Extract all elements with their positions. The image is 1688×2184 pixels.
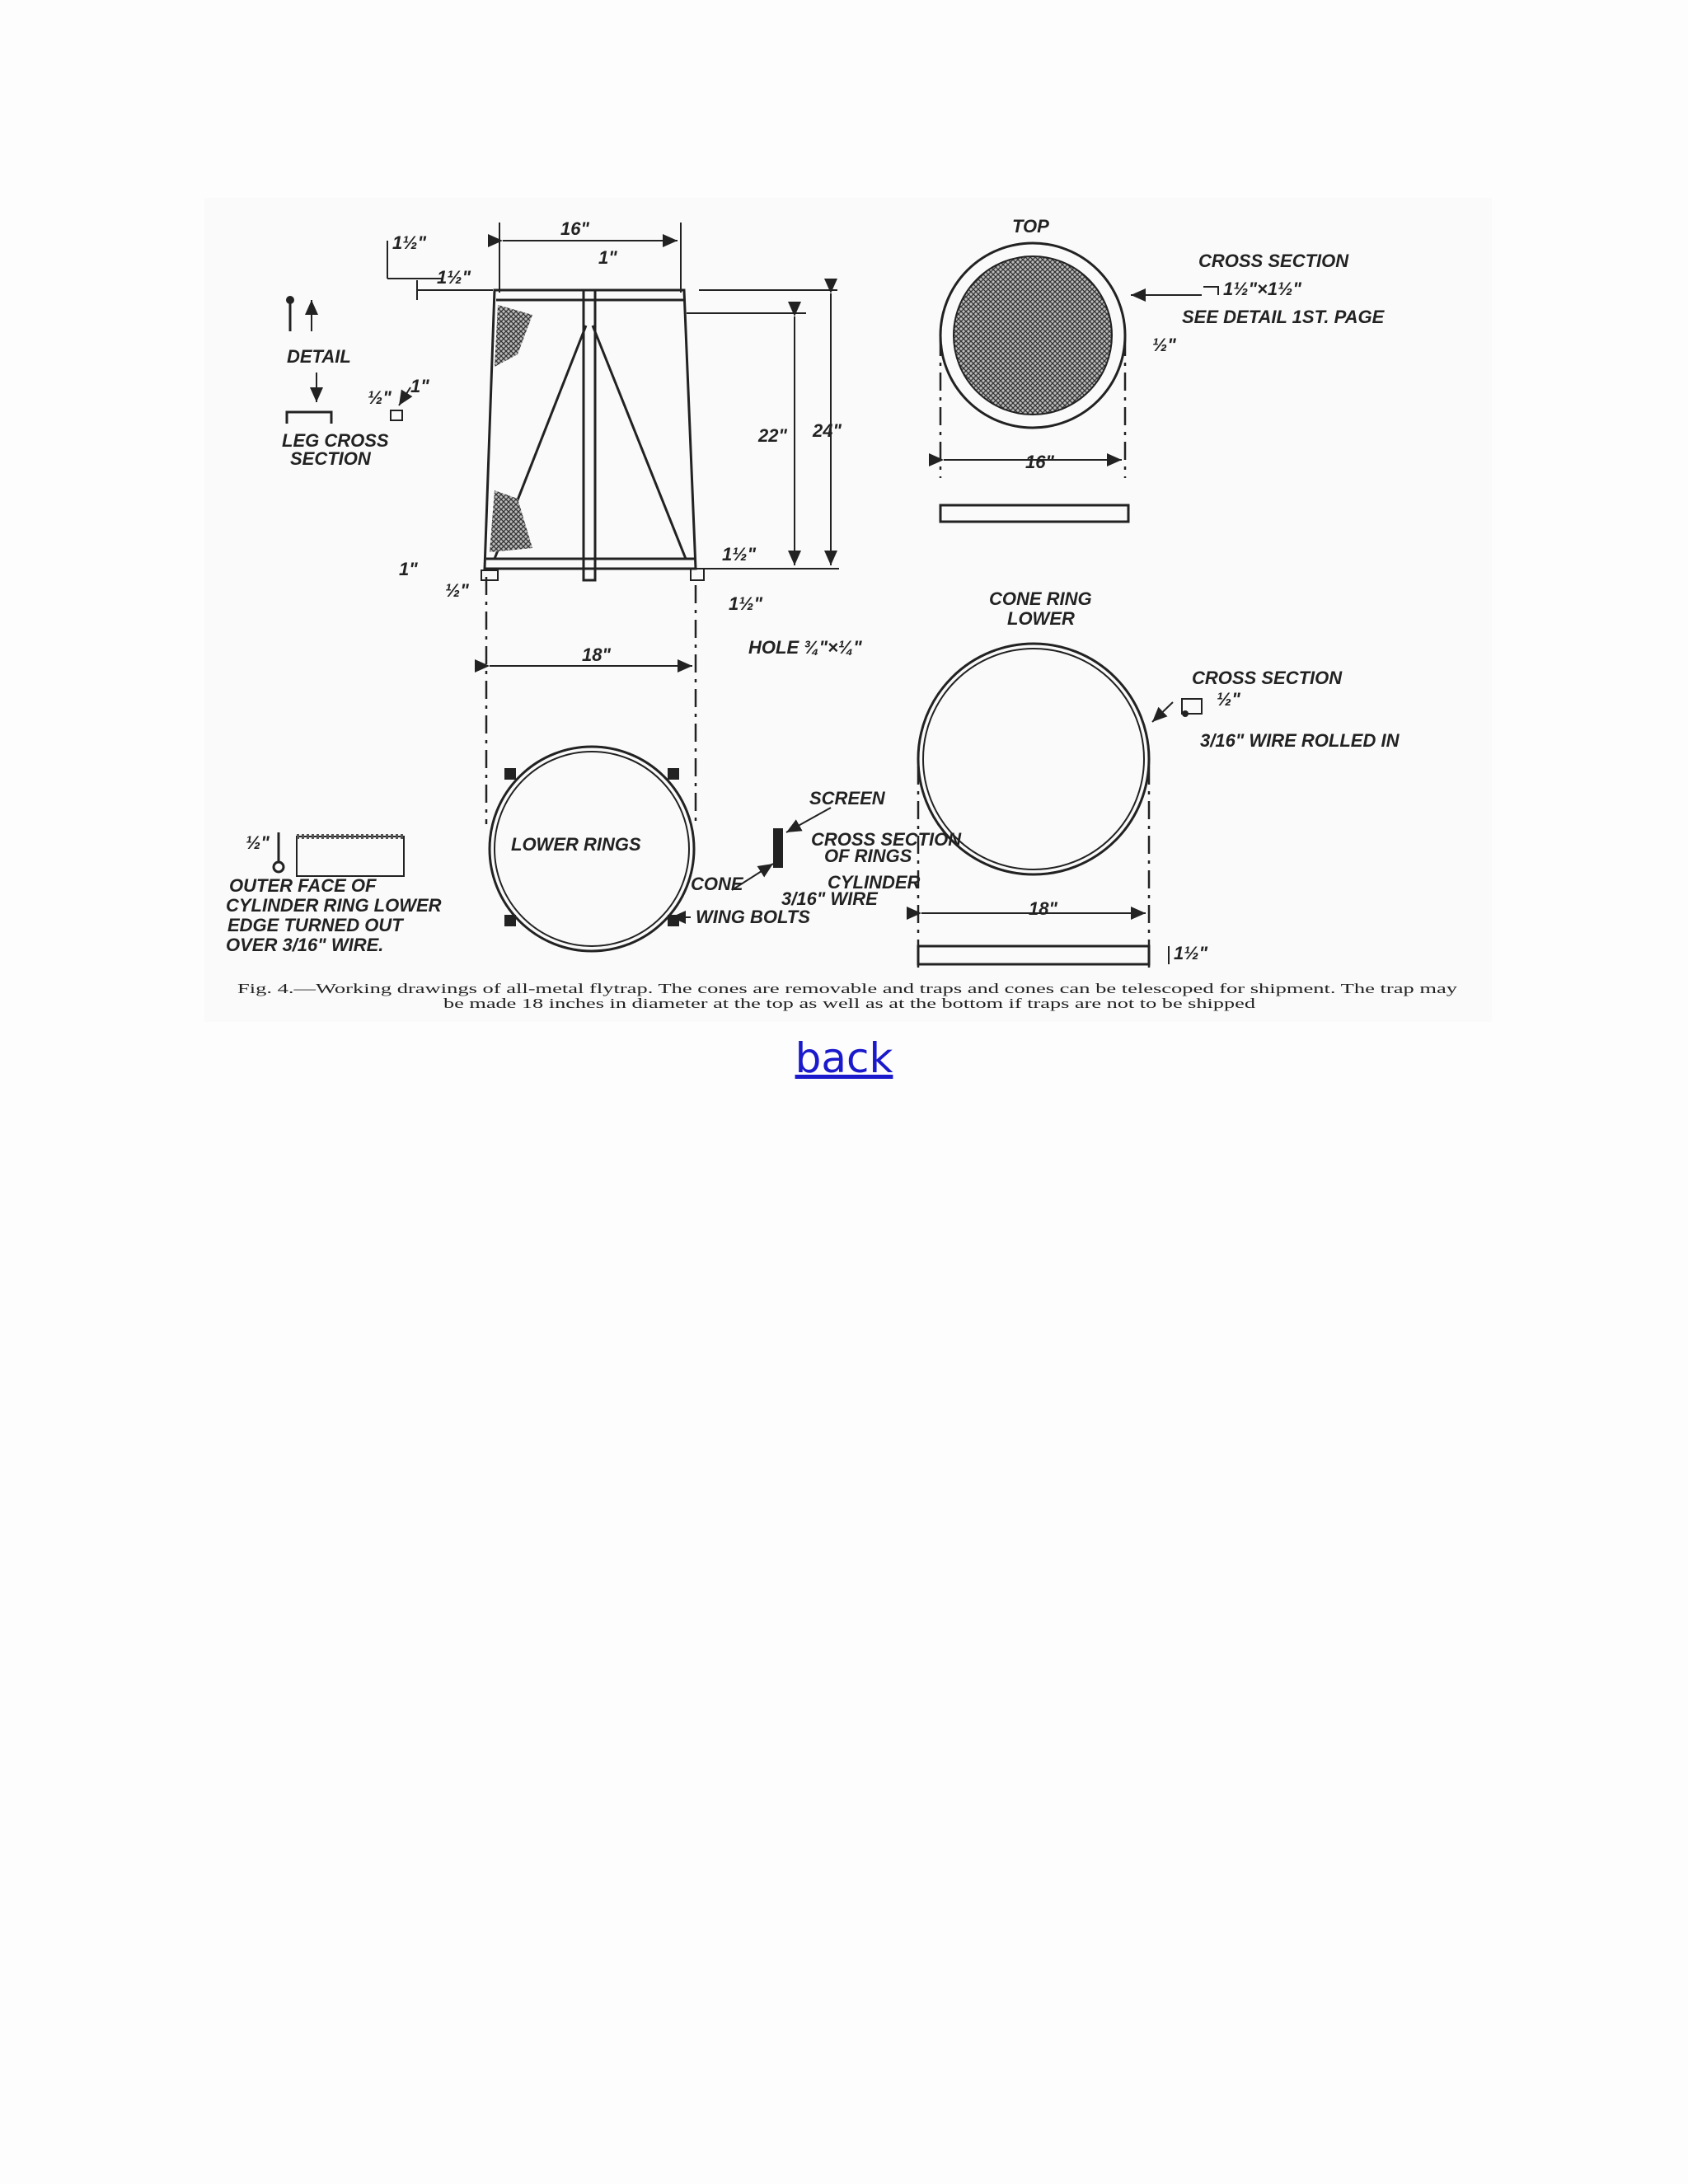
cone-ring-view (918, 644, 1202, 972)
label-half-bottom: ½" (445, 580, 469, 601)
top-view (940, 243, 1218, 522)
label-lower-rings: LOWER RINGS (511, 834, 641, 855)
label-16-top: 16" (560, 218, 589, 239)
label-24: 24" (813, 420, 842, 441)
label-1half-b: 1½" (437, 267, 471, 288)
label-18-left: 18" (582, 644, 611, 665)
flytrap-working-drawing (204, 198, 1492, 1022)
label-16-right: 16" (1025, 452, 1054, 472)
label-cross-section-top-dim: 1½"×1½" (1223, 279, 1301, 299)
back-link[interactable]: back (795, 1034, 893, 1082)
label-cone: CONE (691, 874, 743, 894)
caption-line-1: Fig. 4.—Working drawings of all-metal flytrap. The cones are removable and traps and cones can be telescoped for shipment. The trap may (237, 981, 1458, 996)
label-1-bottom: 1" (399, 559, 418, 579)
label-detail: DETAIL (287, 346, 351, 367)
label-see-detail: SEE DETAIL 1ST. PAGE (1182, 307, 1385, 327)
label-cross-section-rings: CROSS SECTION (811, 829, 962, 850)
label-half-cone: ½" (1217, 689, 1240, 710)
label-half-outer: ½" (246, 832, 270, 853)
label-outer-face-4: OVER 3/16" WIRE. (226, 935, 384, 955)
label-cone-ring: CONE RING (989, 588, 1092, 609)
label-1half-leg: 1½" (729, 593, 763, 614)
label-1half-right: 1½" (1174, 943, 1208, 963)
label-1-top: 1" (598, 247, 617, 268)
label-wire-316: 3/16" WIRE (781, 888, 878, 909)
label-leg-section: SECTION (290, 448, 371, 469)
trap-elevation (286, 223, 839, 824)
label-leg-cross: LEG CROSS (282, 430, 389, 451)
label-1half-a: 1½" (392, 232, 427, 253)
label-top: TOP (1012, 216, 1049, 237)
label-wire-rolled: 3/16" WIRE ROLLED IN (1200, 730, 1400, 751)
label-half-top: ½" (1152, 335, 1176, 355)
label-hole: HOLE ¾"×¼" (748, 637, 862, 658)
label-1half-side: 1½" (722, 544, 757, 565)
drawing-labels (226, 216, 1400, 963)
label-cylinder: CYLINDER (828, 872, 921, 893)
label-wing-bolts: WING BOLTS (696, 907, 810, 927)
label-1-detail: 1" (410, 376, 429, 396)
label-outer-face-2: CYLINDER RING LOWER (226, 895, 442, 916)
label-screen: SCREEN (809, 788, 885, 808)
caption-line-2: be made 18 inches in diameter at the top as well as at the bottom if traps are not to be shipped (443, 996, 1256, 1011)
label-half-small: ½" (368, 387, 392, 408)
label-cross-section-top: CROSS SECTION (1198, 251, 1349, 271)
label-18-right: 18" (1029, 898, 1057, 919)
label-22: 22" (758, 425, 787, 446)
figure-caption (237, 981, 1458, 1011)
label-of-rings: OF RINGS (824, 846, 912, 866)
label-lower: LOWER (1007, 608, 1075, 629)
label-outer-face-3: EDGE TURNED OUT (227, 915, 403, 935)
label-cross-section-cone: CROSS SECTION (1192, 668, 1343, 688)
label-outer-face-1: OUTER FACE OF (229, 875, 377, 896)
